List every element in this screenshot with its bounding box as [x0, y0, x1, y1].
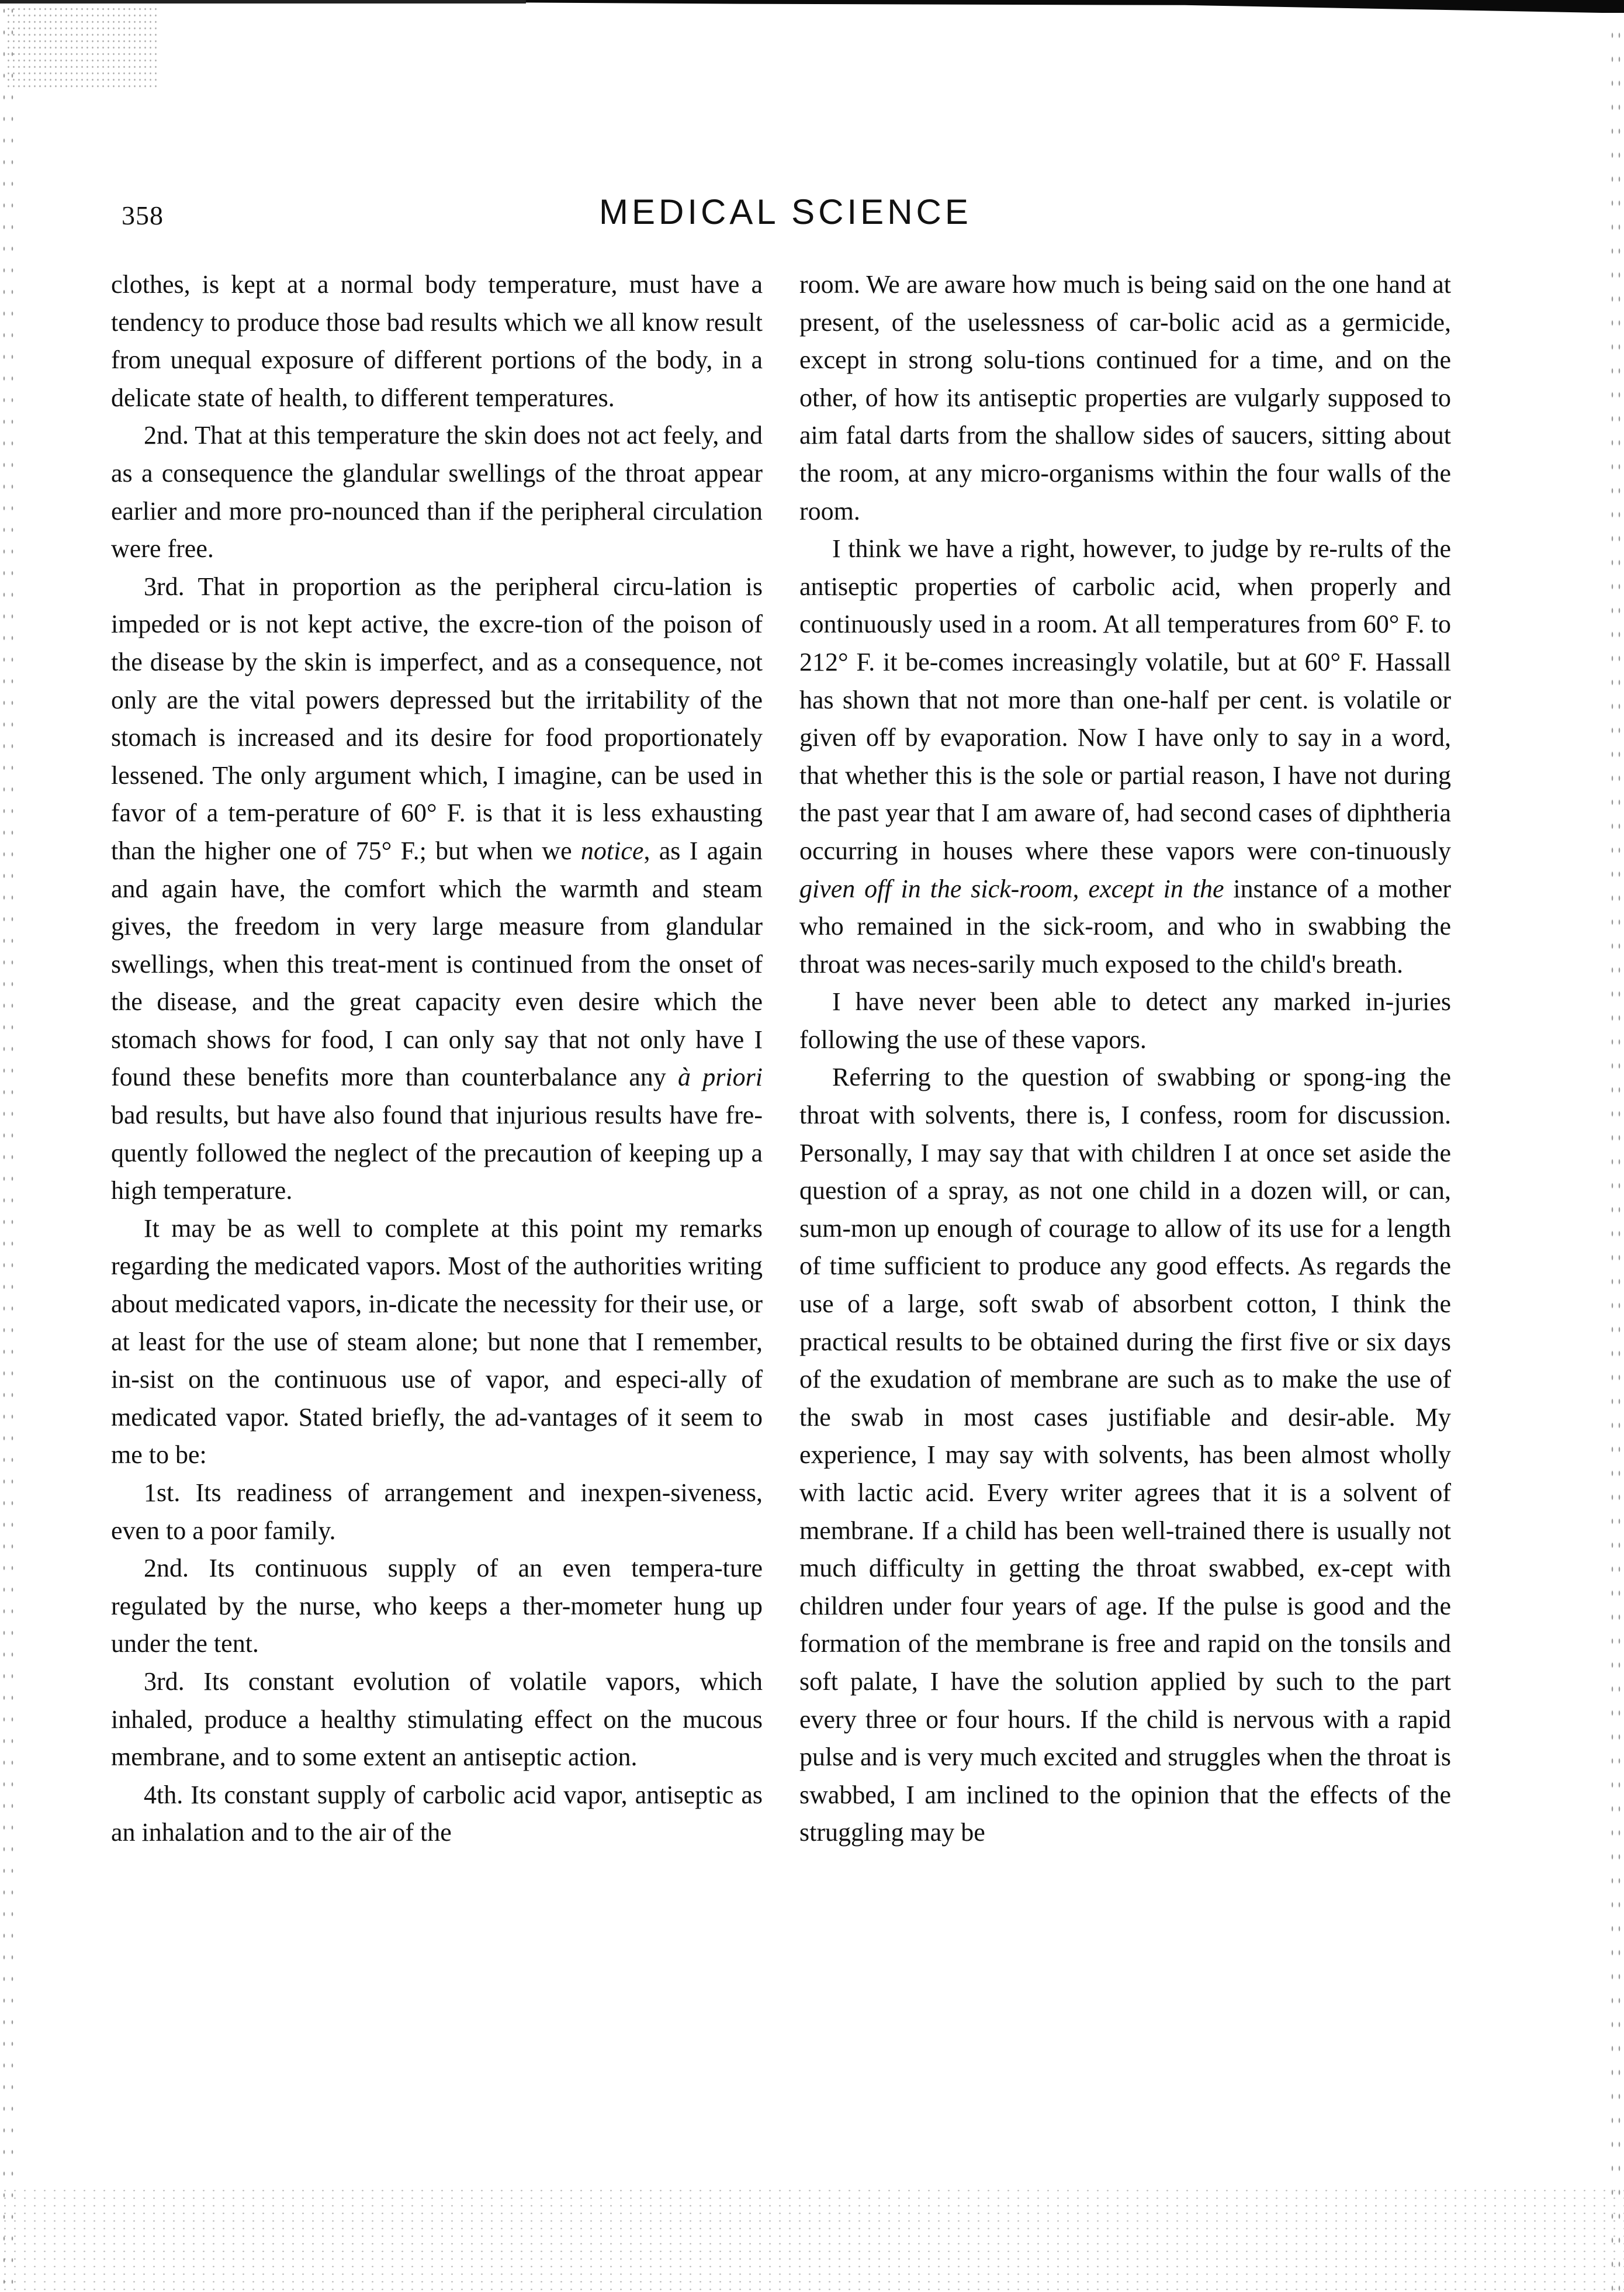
- list-item: 4th. Its constant supply of carbolic acid vapor, antiseptic as an inhalation and to the air of the: [111, 1780, 763, 1847]
- right-column: [799, 266, 1451, 1852]
- list-item: 1st. Its readiness of arrangement and inexpen-siveness, even to a poor family.: [111, 1478, 763, 1545]
- scan-artifact-top-left: [0, 0, 526, 4]
- scan-artifact-right-edge: [1609, 23, 1624, 2291]
- scan-artifact-top-band: [526, 0, 1624, 13]
- running-head: [111, 187, 1467, 234]
- paragraph: 2nd. That at this temperature the skin does not act feely, and as a consequence the glandular swellings of the throat appear earlier and more pro-nounced than if the peripheral circulation were free.: [111, 421, 763, 564]
- scan-artifact-left-edge: [0, 0, 18, 2292]
- paragraph: It may be as well to complete at this point my remarks regarding the medicated vapors. Most of the authorities writing about medicated vapors, in-dicate the necessity for their use, or at least for the use of steam alone; but none that I remember, in-sist on the continuous use of vapor, and especi-ally of medicated vapor. Stated briefly, the ad-vantages of it seem to me to be:: [111, 1214, 763, 1470]
- left-column: [111, 266, 763, 1852]
- paragraph: I have never been able to detect any marked in-juries following the use of these vapors.: [799, 987, 1451, 1054]
- list-item: 3rd. Its constant evolution of volatile vapors, which inhaled, produce a healthy stimulating effect on the mucous membrane, and to some extent an antiseptic action.: [111, 1667, 763, 1772]
- scan-artifact-corner: [6, 6, 158, 88]
- page-number: 358: [122, 200, 164, 230]
- scan-artifact-bottom: [0, 2187, 1624, 2292]
- paragraph: [111, 568, 763, 1210]
- text-run: instance of a mother who remained in the sick-room, and who in swabbing the throat was neces-sarily much exposed to the child's breath.: [799, 874, 1451, 979]
- text-run: bad results, but have also found that injurious results have fre-quently followed the neglect of the precaution of keeping up a high temperature.: [111, 1101, 763, 1205]
- paragraph: [799, 530, 1451, 983]
- paragraph: Referring to the question of swabbing or spong-ing the throat with solvents, there is, I confess, room for discussion. Personally, I may say that with children I at once set aside the question of a spray, as not one child in a dozen will, or can, sum-mon up enough of courage to allow of its use for a length of time sufficient to produce any good effects. As regards the use of a large, soft swab of absorbent cotton, I think the practical results to be obtained during the first five or six days of the exudation of membrane are such as to make the use of the swab in most cases justifiable and desir-able. My experience, I may say with solvents, has been almost wholly with lactic acid. Every writer agrees that it is a solvent of membrane. If a child has been well-trained there is usually not much difficulty in getting the throat swabbed, ex-cept with children under four years of age. If the pulse is good and the formation of the membrane is free and rapid on the tonsils and soft palate, I have the solution applied by such to the part every three or four hours. If the child is nervous with a rapid pulse and is very much excited and struggles when the throat is swabbed, I am inclined to the opinion that the effects of the struggling may be: [799, 1063, 1451, 1847]
- paragraph: clothes, is kept at a normal body temperature, must have a tendency to produce those bad results which we all know result from unequal exposure of different portions of the body, in a delicate state of health, to different temperatures.: [111, 270, 763, 412]
- paragraph: room. We are aware how much is being said on the one hand at present, of the uselessness of car-bolic acid as a germicide, except in strong solu-tions continued for a time, and on the other, of how its antiseptic properties are vulgarly supposed to aim fatal darts from the shallow sides of saucers, sitting about the room, at any micro-organisms within the four walls of the room.: [799, 270, 1451, 526]
- italic-text: notice: [580, 836, 644, 865]
- text-run: , as I again and again have, the comfort which the warmth and steam gives, the freedom in very large measure from glandular swellings, when this treat-ment is continued from the onset of the disease, and the great capacity even desire which the stomach shows for food, I can only say that not only have I found these benefits more than counterbalance any: [111, 836, 763, 1092]
- text-run: I think we have a right, however, to judge by re-rults of the antiseptic properties of carbolic acid, when properly and continuously used in a room. At all temperatures from 60° F. to 212° F. it be-comes increasingly volatile, but at 60° F. Hassall has shown that not more than one-half per cent. is volatile or given off by evaporation. Now I have only to say in a word, that whether this is the sole or partial reason, I have not during the past year that I am aware of, had second cases of diphtheria occurring in houses where these vapors were con-tinuously: [799, 534, 1451, 865]
- journal-title: MEDICAL SCIENCE: [599, 192, 972, 231]
- italic-text: given off in the sick-room, except in the: [799, 874, 1224, 903]
- list-item: 2nd. Its continuous supply of an even tempera-ture regulated by the nurse, who keeps a ther-mometer hung up under the tent.: [111, 1554, 763, 1658]
- text-run: 3rd. That in proportion as the peripheral circu-lation is impeded or is not kept active, the excre-tion of the poison of the disease by the skin is imperfect, and as a consequence, not only are the vital powers depressed but the irritability of the stomach is increased and its desire for food proportionately lessened. The only argument which, I imagine, can be used in favor of a tem-perature of 60° F. is that it is less exhausting than the higher one of 75° F.; but when we: [111, 572, 763, 865]
- italic-text: à priori: [678, 1063, 763, 1092]
